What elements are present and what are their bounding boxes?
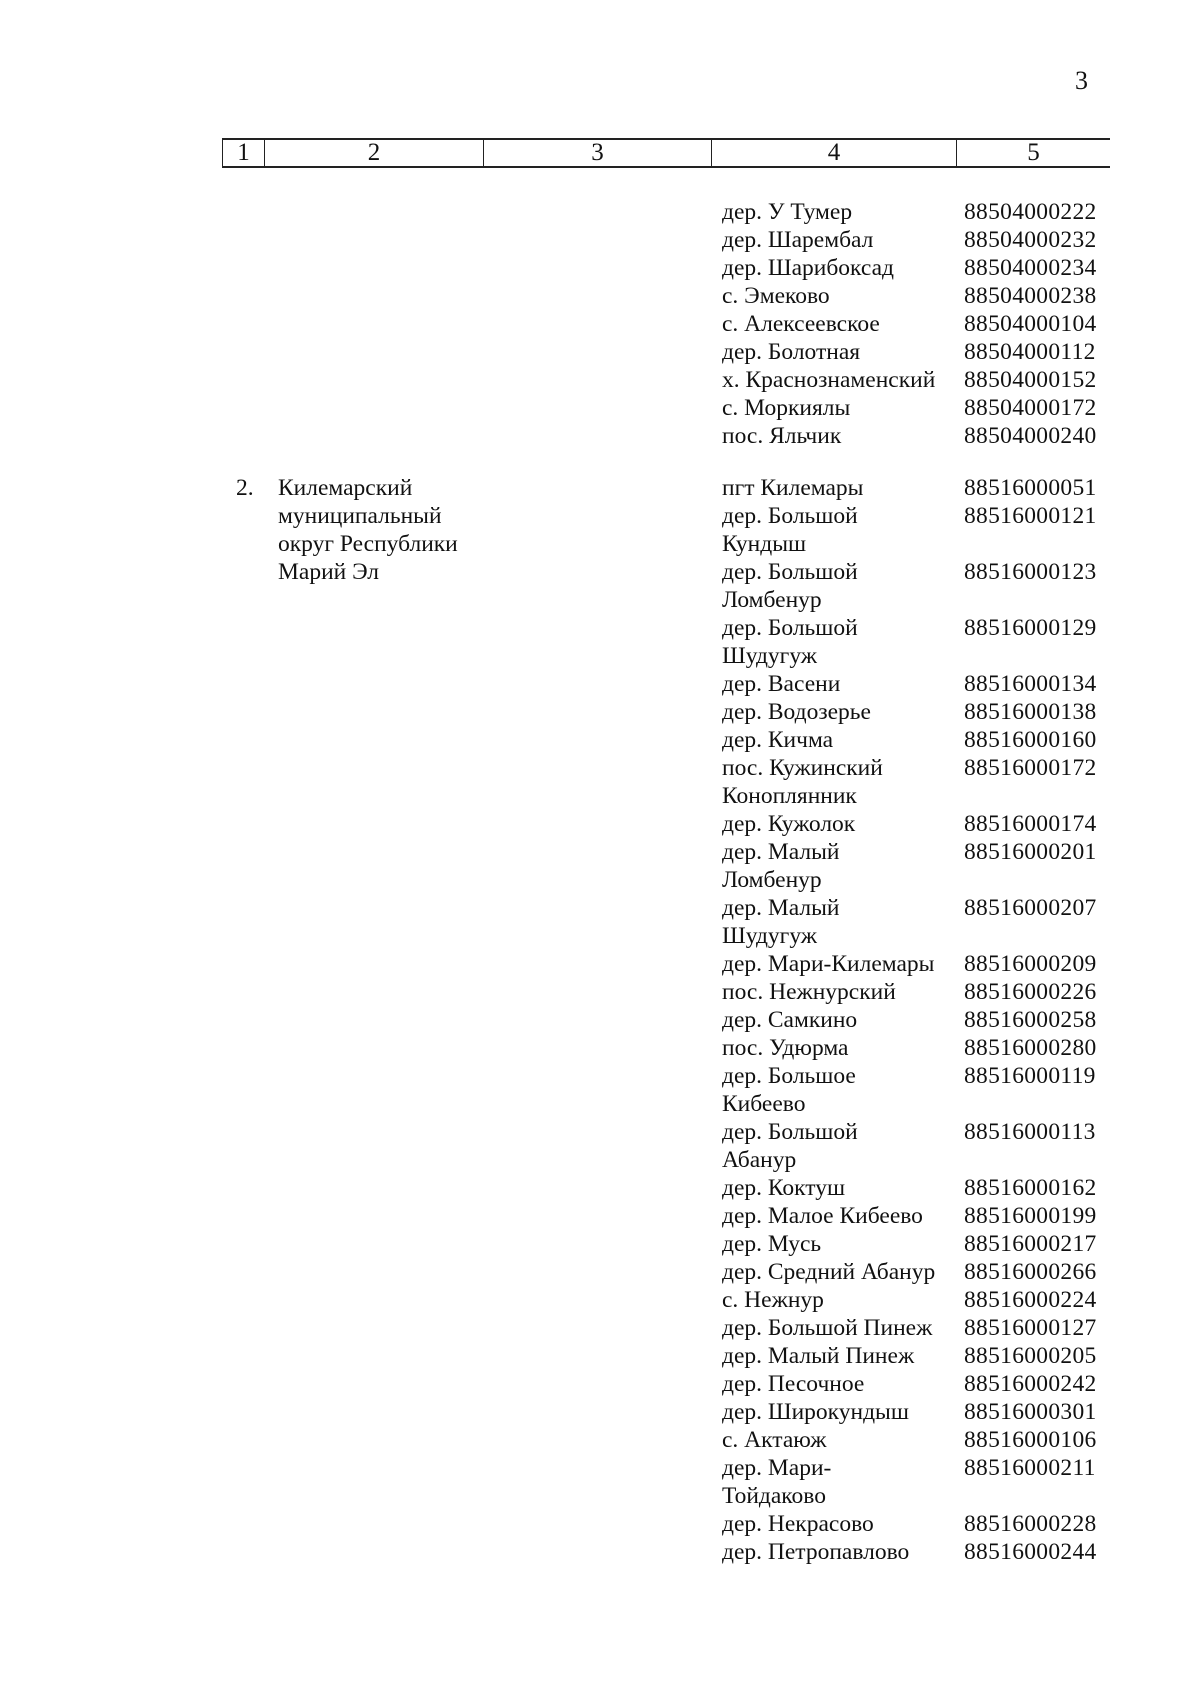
table-row [0, 366, 1200, 394]
table-row [0, 1006, 1200, 1034]
table-row [0, 422, 1200, 450]
oktmo-code: 88516000106 [964, 1427, 1097, 1453]
header-col-4: 4 [712, 140, 957, 166]
settlement-name: дер. Болотная [722, 339, 861, 365]
oktmo-code: 88516000138 [964, 699, 1097, 725]
table-row [0, 338, 1200, 366]
settlement-name: дер. Большой Ломбенур [722, 559, 858, 613]
municipality-name: Килемарский муниципальный округ Республики Марий Эл [278, 475, 458, 585]
oktmo-code: 88516000211 [964, 1455, 1096, 1481]
oktmo-code: 88516000228 [964, 1511, 1097, 1537]
oktmo-code: 88504000172 [964, 395, 1097, 421]
table-row [0, 810, 1200, 838]
table-row [0, 502, 1200, 558]
oktmo-code: 88516000207 [964, 895, 1097, 921]
oktmo-code: 88516000266 [964, 1259, 1097, 1285]
settlement-name: дер. Большой Пинеж [722, 1315, 933, 1341]
settlement-name: дер. Кужолок [722, 811, 856, 837]
table-row [0, 226, 1200, 254]
table-row [0, 1174, 1200, 1202]
oktmo-code: 88504000112 [964, 339, 1096, 365]
settlement-name: дер. Большой Шудугуж [722, 615, 858, 669]
group-number: 2. [236, 475, 254, 501]
settlement-name: пос. Нежнурский [722, 979, 896, 1005]
table-row [0, 1062, 1200, 1118]
oktmo-code: 88516000217 [964, 1231, 1097, 1257]
table-row [0, 1230, 1200, 1258]
settlement-name: дер. У Тумер [722, 199, 853, 225]
settlement-name: дер. Малый Ломбенур [722, 839, 840, 893]
table-row [0, 254, 1200, 282]
oktmo-code: 88516000224 [964, 1287, 1097, 1313]
table-row [0, 1426, 1200, 1454]
oktmo-code: 88516000174 [964, 811, 1097, 837]
header-col-3: 3 [484, 140, 712, 166]
table-row [0, 394, 1200, 422]
table-row [0, 614, 1200, 670]
oktmo-code: 88516000209 [964, 951, 1097, 977]
settlement-name: дер. Малое Кибеево [722, 1203, 923, 1229]
oktmo-code: 88516000051 [964, 475, 1097, 501]
settlement-name: дер. Петропавлово [722, 1539, 910, 1565]
page-number: 3 [1075, 66, 1088, 95]
oktmo-code: 88516000127 [964, 1315, 1097, 1341]
oktmo-code: 88516000242 [964, 1371, 1097, 1397]
oktmo-code: 88516000160 [964, 727, 1097, 753]
municipality-group [0, 198, 1200, 450]
table-row [0, 978, 1200, 1006]
settlement-name: дер. Мари- Тойдаково [722, 1455, 832, 1509]
oktmo-code: 88504000234 [964, 255, 1097, 281]
settlement-name: с. Актаюж [722, 1427, 827, 1453]
oktmo-code: 88504000222 [964, 199, 1097, 225]
settlement-name: х. Краснознаменский [722, 367, 936, 393]
settlement-name: с. Моркиялы [722, 395, 851, 421]
settlement-name: с. Алексеевское [722, 311, 880, 337]
table-row [0, 670, 1200, 698]
settlement-name: дер. Шарембал [722, 227, 874, 253]
oktmo-code: 88516000280 [964, 1035, 1097, 1061]
settlement-name: дер. Широкундыш [722, 1399, 909, 1425]
table-row [0, 282, 1200, 310]
settlement-name: дер. Малый Шудугуж [722, 895, 840, 949]
table-row [0, 1314, 1200, 1342]
table-row [0, 1034, 1200, 1062]
table-row [0, 1286, 1200, 1314]
table-row [0, 310, 1200, 338]
table-row [0, 838, 1200, 894]
table-header [222, 138, 1110, 168]
settlement-name: дер. Водозерье [722, 699, 871, 725]
table-row [0, 1258, 1200, 1286]
oktmo-code: 88516000205 [964, 1343, 1097, 1369]
table-row [0, 558, 1200, 614]
table-row [0, 474, 1200, 502]
oktmo-code: 88516000121 [964, 503, 1097, 529]
settlement-name: дер. Средний Абанур [722, 1259, 936, 1285]
oktmo-code: 88516000301 [964, 1399, 1097, 1425]
oktmo-code: 88516000162 [964, 1175, 1097, 1201]
settlement-name: с. Эмеково [722, 283, 830, 309]
oktmo-code: 88516000258 [964, 1007, 1097, 1033]
settlement-name: дер. Большой Кундыш [722, 503, 858, 557]
oktmo-code: 88516000172 [964, 755, 1097, 781]
settlement-name: дер. Большой Абанур [722, 1119, 858, 1173]
table-row [0, 1118, 1200, 1174]
settlement-name: дер. Коктуш [722, 1175, 846, 1201]
table-row [0, 1398, 1200, 1426]
table-row [0, 1510, 1200, 1538]
oktmo-code: 88516000123 [964, 559, 1097, 585]
oktmo-code: 88516000129 [964, 615, 1097, 641]
settlement-name: дер. Мари-Килемары [722, 951, 935, 977]
settlement-name: дер. Шарибоксад [722, 255, 894, 281]
header-col-2: 2 [265, 140, 484, 166]
settlement-name: дер. Самкино [722, 1007, 858, 1033]
settlement-name: пгт Килемары [722, 475, 864, 501]
header-col-1: 1 [222, 140, 265, 166]
oktmo-code: 88516000119 [964, 1063, 1096, 1089]
oktmo-code: 88516000226 [964, 979, 1097, 1005]
oktmo-code: 88504000104 [964, 311, 1097, 337]
oktmo-code: 88516000134 [964, 671, 1097, 697]
settlement-name: дер. Песочное [722, 1371, 865, 1397]
table-row [0, 1370, 1200, 1398]
settlement-name: дер. Кичма [722, 727, 834, 753]
table-row [0, 198, 1200, 226]
settlement-name: пос. Яльчик [722, 423, 842, 449]
oktmo-code: 88504000240 [964, 423, 1097, 449]
settlement-name: пос. Кужинский Коноплянник [722, 755, 883, 809]
table-row [0, 1342, 1200, 1370]
table-body [0, 198, 1200, 1566]
oktmo-code: 88504000232 [964, 227, 1097, 253]
table-row [0, 894, 1200, 950]
settlement-name: с. Нежнур [722, 1287, 824, 1313]
oktmo-code: 88516000201 [964, 839, 1097, 865]
header-col-5: 5 [1027, 139, 1040, 166]
table-row [0, 1538, 1200, 1566]
group-spacer [0, 450, 1200, 474]
municipality-group [0, 474, 1200, 1566]
oktmo-code: 88516000113 [964, 1119, 1096, 1145]
settlement-name: дер. Некрасово [722, 1511, 874, 1537]
settlement-name: дер. Мусь [722, 1231, 822, 1257]
oktmo-code: 88504000238 [964, 283, 1097, 309]
settlement-name: пос. Удюрма [722, 1035, 849, 1061]
table-row [0, 1454, 1200, 1510]
table-row [0, 754, 1200, 810]
table-row [0, 698, 1200, 726]
table-row [0, 950, 1200, 978]
oktmo-code: 88504000152 [964, 367, 1097, 393]
settlement-name: дер. Малый Пинеж [722, 1343, 915, 1369]
oktmo-code: 88516000199 [964, 1203, 1097, 1229]
table-row [0, 1202, 1200, 1230]
table-row [0, 726, 1200, 754]
settlement-name: дер. Большое Кибеево [722, 1063, 856, 1117]
settlement-name: дер. Васени [722, 671, 841, 697]
oktmo-code: 88516000244 [964, 1539, 1097, 1565]
